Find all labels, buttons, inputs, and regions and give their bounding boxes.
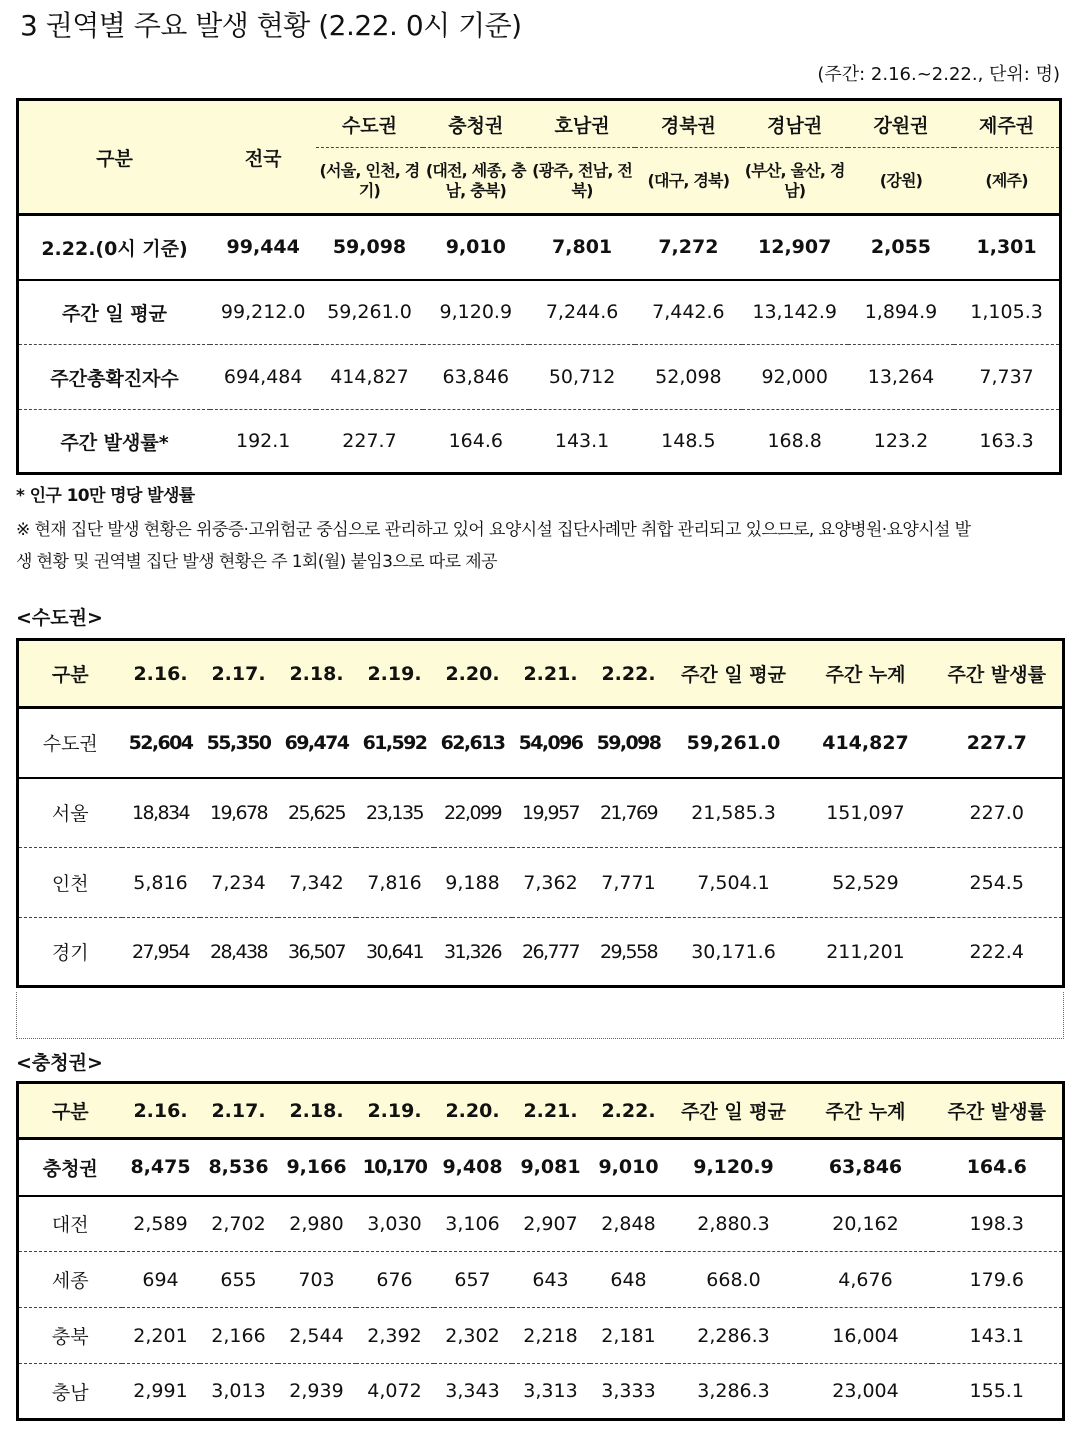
cell-value: 155.1 [969, 1380, 1024, 1402]
cell-value: 61,592 [356, 708, 434, 778]
column-header: 2.22. [590, 1083, 668, 1139]
capital-table [16, 638, 1065, 988]
cell-value: 7,737 [954, 345, 1060, 410]
column-header: 주간 일 평균 [668, 1083, 800, 1139]
cell-value: 7,771 [590, 848, 668, 918]
cell-value: 8,536 [200, 1139, 278, 1196]
column-header: 2.17. [200, 640, 278, 708]
cell-value: 9,408 [434, 1139, 512, 1196]
column-header: 2.16. [122, 640, 200, 708]
cell-value: 9,120.9 [668, 1139, 800, 1196]
cell-value: 1,894.9 [848, 280, 954, 345]
column-header: 주간 발생률 [932, 1083, 1064, 1139]
section-spacer [16, 992, 1064, 1039]
cell-value: 2,991 [133, 1380, 188, 1402]
cell-value: 22,099 [434, 778, 512, 848]
col-region-sub: (제주) [954, 148, 1060, 215]
cell-value: 4,072 [367, 1380, 422, 1402]
cell-value: 36,507 [288, 940, 345, 963]
cell-value: 28,438 [210, 940, 267, 963]
row-label: 주간 발생률* [60, 431, 169, 454]
cell-value: 148.5 [661, 430, 716, 452]
column-header: 2.21. [512, 1083, 590, 1139]
unit-note: (주간: 2.16.~2.22., 단위: 명) [817, 64, 1060, 85]
header-row [18, 1083, 1064, 1139]
row-label: 충청권 [18, 1139, 122, 1196]
cell-value: 12,907 [742, 215, 848, 280]
cell-value: 8,475 [122, 1139, 200, 1196]
footnote-rate: * 인구 10만 명당 발생률 [16, 486, 195, 506]
cell-value: 7,244.6 [529, 280, 635, 345]
cell-value: 668.0 [668, 1252, 800, 1308]
cell-value: 21,769 [590, 778, 668, 848]
col-region-name: 제주권 [954, 100, 1060, 148]
cell-value: 7,816 [356, 848, 434, 918]
capital-section-label: <수도권> [16, 607, 103, 629]
table-row [18, 215, 1061, 280]
row-label: 수도권 [18, 708, 122, 778]
cell-value: 52,529 [800, 848, 932, 918]
cell-value: 2,181 [590, 1308, 668, 1364]
cell-value: 2,055 [848, 215, 954, 280]
cell-value: 2,702 [200, 1196, 278, 1252]
cell-value: 648 [590, 1252, 668, 1308]
chungcheong-section-label: <충청권> [16, 1052, 103, 1074]
cell-value: 2,201 [122, 1308, 200, 1364]
cell-value: 703 [278, 1252, 356, 1308]
row-label: 경기 [51, 942, 89, 964]
cell-value: 198.3 [932, 1196, 1064, 1252]
cell-value: 23,135 [356, 778, 434, 848]
table-row [18, 1308, 1064, 1364]
cell-value: 2,218 [512, 1308, 590, 1364]
cell-value: 222.4 [969, 940, 1024, 963]
cell-value: 52,098 [635, 345, 741, 410]
col-region-name: 수도권 [316, 100, 422, 148]
cell-value: 2,980 [278, 1196, 356, 1252]
cell-value: 7,234 [200, 848, 278, 918]
row-label: 인천 [18, 848, 122, 918]
col-region-name: 경남권 [742, 100, 848, 148]
cell-value: 4,676 [800, 1252, 932, 1308]
cell-value: 1,105.3 [954, 280, 1060, 345]
column-header: 2.20. [434, 1083, 512, 1139]
cell-value: 26,777 [522, 940, 579, 963]
table-row [18, 1252, 1064, 1308]
cell-value: 52,604 [122, 708, 200, 778]
table-row [18, 345, 1061, 410]
column-header: 2.20. [434, 640, 512, 708]
cell-value: 55,350 [200, 708, 278, 778]
column-header: 구분 [18, 1083, 122, 1139]
col-region-sub: (대구, 경북) [635, 148, 741, 215]
column-header: 2.16. [122, 1083, 200, 1139]
cell-value: 99,212.0 [210, 280, 316, 345]
cell-value: 30,641 [366, 940, 423, 963]
cell-value: 30,171.6 [691, 940, 776, 963]
row-label: 세종 [18, 1252, 122, 1308]
table-row [18, 778, 1064, 848]
cell-value: 2,286.3 [668, 1308, 800, 1364]
cell-value: 99,444 [210, 215, 316, 280]
cell-value: 643 [512, 1252, 590, 1308]
cell-value: 151,097 [800, 778, 932, 848]
cell-value: 7,801 [529, 215, 635, 280]
column-header: 2.18. [278, 1083, 356, 1139]
chungcheong-table [16, 1081, 1065, 1421]
cell-value: 69,474 [278, 708, 356, 778]
cell-value: 3,106 [434, 1196, 512, 1252]
cell-value: 2,392 [356, 1308, 434, 1364]
row-label: 충남 [51, 1381, 89, 1404]
cell-value: 179.6 [932, 1252, 1064, 1308]
col-region-name: 경북권 [635, 100, 741, 148]
cell-value: 59,098 [590, 708, 668, 778]
column-header: 주간 일 평균 [668, 640, 800, 708]
column-header: 2.21. [512, 640, 590, 708]
cell-value: 25,625 [278, 778, 356, 848]
page-title: 3 권역별 주요 발생 현황 (2.22. 0시 기준) [20, 9, 522, 42]
table-row [18, 1196, 1064, 1252]
cell-value: 50,712 [529, 345, 635, 410]
cell-value: 9,010 [423, 215, 529, 280]
cell-value: 694,484 [210, 345, 316, 410]
row-label: 충북 [18, 1308, 122, 1364]
cell-value: 9,081 [512, 1139, 590, 1196]
cell-value: 62,613 [434, 708, 512, 778]
cell-value: 9,010 [590, 1139, 668, 1196]
cell-value: 7,442.6 [635, 280, 741, 345]
cell-value: 19,678 [200, 778, 278, 848]
cell-value: 63,846 [423, 345, 529, 410]
cell-value: 2,880.3 [668, 1196, 800, 1252]
cell-value: 2,166 [200, 1308, 278, 1364]
column-header: 2.19. [356, 640, 434, 708]
cell-value: 9,166 [278, 1139, 356, 1196]
col-region-name: 강원권 [848, 100, 954, 148]
cell-value: 7,504.1 [668, 848, 800, 918]
cell-value: 414,827 [800, 708, 932, 778]
header-row [18, 640, 1064, 708]
column-header: 2.18. [278, 640, 356, 708]
column-header: 2.19. [356, 1083, 434, 1139]
cell-value: 9,120.9 [423, 280, 529, 345]
column-header: 주간 누계 [800, 640, 932, 708]
cell-value: 164.6 [932, 1139, 1064, 1196]
cell-value: 254.5 [932, 848, 1064, 918]
cell-value: 23,004 [832, 1380, 899, 1402]
col-region-sub: (강원) [848, 148, 954, 215]
column-header: 주간 발생률 [932, 640, 1064, 708]
col-national: 전국 [210, 100, 316, 215]
cell-value: 657 [434, 1252, 512, 1308]
cell-value: 10,170 [356, 1139, 434, 1196]
table-row [18, 708, 1064, 778]
cell-value: 414,827 [316, 345, 422, 410]
cell-value: 3,286.3 [697, 1380, 770, 1402]
cell-value: 59,261.0 [316, 280, 422, 345]
cell-value: 7,272 [635, 215, 741, 280]
cell-value: 54,096 [512, 708, 590, 778]
column-header: 2.22. [590, 640, 668, 708]
footnote-cluster-line2: 생 현황 및 권역별 집단 발생 현황은 주 1회(월) 붙임3으로 따로 제공 [16, 552, 497, 572]
col-region-sub: (부산, 울산, 경남) [742, 148, 848, 215]
cell-value: 29,558 [600, 940, 657, 963]
cell-value: 21,585.3 [668, 778, 800, 848]
table-row [18, 1364, 1064, 1420]
cell-value: 3,333 [601, 1380, 656, 1402]
cell-value: 1,301 [954, 215, 1060, 280]
cell-value: 7,362 [512, 848, 590, 918]
cell-value: 20,162 [800, 1196, 932, 1252]
cell-value: 9,188 [434, 848, 512, 918]
cell-value: 211,201 [826, 940, 905, 963]
cell-value: 123.2 [873, 430, 929, 452]
cell-value: 2,907 [512, 1196, 590, 1252]
cell-value: 19,957 [512, 778, 590, 848]
cell-value: 3,013 [211, 1380, 266, 1402]
col-region-name: 호남권 [529, 100, 635, 148]
table-row [18, 918, 1064, 987]
cell-value: 2,544 [278, 1308, 356, 1364]
row-label: 주간 일 평균 [18, 280, 211, 345]
cell-value: 655 [200, 1252, 278, 1308]
col-gubun: 구분 [18, 100, 211, 215]
cell-value: 2,589 [122, 1196, 200, 1252]
cell-value: 92,000 [742, 345, 848, 410]
cell-value: 163.3 [979, 430, 1034, 452]
cell-value: 168.8 [767, 430, 822, 452]
cell-value: 164.6 [448, 430, 503, 452]
row-label: 2.22.(0시 기준) [18, 215, 211, 280]
table-row [18, 1139, 1064, 1196]
regional-summary-table [16, 98, 1062, 475]
col-region-sub: (대전, 세종, 충남, 충북) [423, 148, 529, 215]
cell-value: 16,004 [800, 1308, 932, 1364]
cell-value: 63,846 [800, 1139, 932, 1196]
col-region-sub: (광주, 전남, 전북) [529, 148, 635, 215]
cell-value: 676 [356, 1252, 434, 1308]
cell-value: 192.1 [235, 430, 291, 452]
cell-value: 227.7 [932, 708, 1064, 778]
table-row [18, 848, 1064, 918]
col-region-sub: (서울, 인천, 경기) [316, 148, 422, 215]
column-header: 주간 누계 [800, 1083, 932, 1139]
table-row [18, 280, 1061, 345]
cell-value: 3,030 [356, 1196, 434, 1252]
column-header: 구분 [18, 640, 122, 708]
table-row [18, 410, 1061, 474]
cell-value: 3,313 [523, 1380, 578, 1402]
cell-value: 2,848 [590, 1196, 668, 1252]
cell-value: 59,261.0 [668, 708, 800, 778]
cell-value: 143.1 [932, 1308, 1064, 1364]
cell-value: 5,816 [122, 848, 200, 918]
col-region-name: 충청권 [423, 100, 529, 148]
cell-value: 13,142.9 [742, 280, 848, 345]
cell-value: 31,326 [444, 940, 501, 963]
cell-value: 59,098 [316, 215, 422, 280]
row-label: 주간총확진자수 [18, 345, 211, 410]
row-label: 서울 [18, 778, 122, 848]
cell-value: 227.7 [342, 430, 397, 452]
cell-value: 694 [122, 1252, 200, 1308]
cell-value: 3,343 [445, 1380, 500, 1402]
footnote-cluster-line1: ※ 현재 집단 발생 현황은 위중증·고위험군 중심으로 관리하고 있어 요양시설 집단사례만 취합 관리되고 있으므로, 요양병원·요양시설 발 [16, 520, 971, 540]
cell-value: 227.0 [932, 778, 1064, 848]
column-header: 2.17. [200, 1083, 278, 1139]
cell-value: 2,302 [434, 1308, 512, 1364]
row-label: 대전 [18, 1196, 122, 1252]
cell-value: 143.1 [554, 430, 610, 452]
cell-value: 2,939 [289, 1380, 344, 1402]
cell-value: 7,342 [278, 848, 356, 918]
cell-value: 27,954 [132, 940, 189, 963]
cell-value: 18,834 [122, 778, 200, 848]
cell-value: 13,264 [848, 345, 954, 410]
